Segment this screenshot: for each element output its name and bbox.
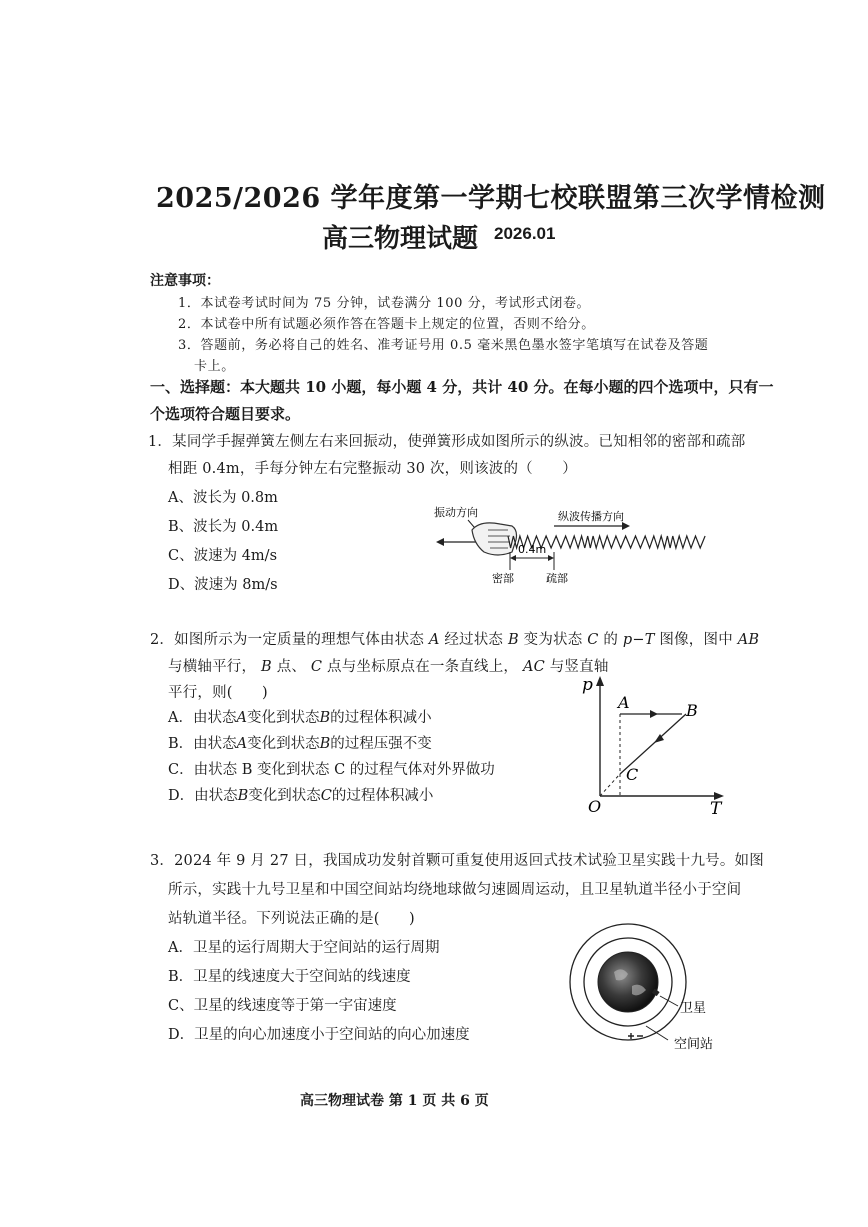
q2-text: A．由状态 [168,710,237,726]
note-item: 1．本试卷考试时间为 75 分钟，试卷满分 100 分，考试形式闭卷。 [178,296,591,311]
distance-arrowhead-left [510,555,516,561]
origin-line [600,774,620,796]
point-b-label: B [686,701,698,720]
q2-symbol: C [587,632,599,648]
question-2-option-b [168,732,432,753]
question-2-option-a [168,706,432,727]
question-1-stem: 1．某同学手握弹簧左侧左右来回振动，使弹簧形成如图所示的纵波。已知相邻的密部和疏部 [148,434,746,450]
q2-text: 变化到状态 [248,788,321,804]
q2-text: 点、 [276,659,307,675]
orbit-figure [566,916,736,1056]
note-item: 3．答题前，务必将自己的姓名、准考证号用 0.5 毫米黑色墨水签字笔填写在试卷及答题 [178,338,709,353]
q2-text: 图像，图中 [659,632,733,648]
distance-arrowhead-right [548,555,554,561]
satellite-label: 卫星 [680,1001,707,1016]
q2-text: 的过程体积减小 [330,710,432,726]
question-2-stem [150,628,759,649]
question-3-stem-end: 站轨道半径。下列说法正确的是( ) [168,911,415,927]
origin-label: O [588,797,602,816]
q2-text: 经过状态 [444,632,504,648]
q2-symbol: AC [522,659,545,675]
question-3-stem-cont: 所示，实践十九号卫星和中国空间站均绕地球做匀速圆周运动，且卫星轨道半径小于空间 [168,882,742,898]
t-axis-label: T [710,799,722,818]
q2-text: 2．如图所示为一定质量的理想气体由状态 [150,632,425,648]
sparse-label: 疏部 [546,572,568,585]
exam-date: 2026.01 [494,224,556,243]
question-1-option-a: A、波长为 0.8m [168,490,278,506]
q2-symbol: C [320,788,332,804]
p-t-graph [576,670,736,818]
q2-symbol: B [261,659,272,675]
point-c-label: C [626,765,639,784]
section-heading-cont: 个选项符合题目要求。 [150,405,301,423]
point-a-label: A [618,693,630,712]
p-axis-arrowhead [596,676,604,686]
dense-label: 密部 [492,572,514,585]
propagation-arrowhead [622,522,630,530]
section-heading: 一、选择题：本大题共 10 小题，每小题 4 分，共计 40 分。在每小题的四个选项中，只有一 [150,378,774,396]
note-item: 2．本试卷中所有试题必须作答在答题卡上规定的位置，否则不给分。 [178,317,595,332]
station-leader [646,1026,668,1040]
longitudinal-wave-figure [428,500,713,590]
question-3-stem: 3．2024 年 9 月 27 日，我国成功发射首颗可重复使用返回式技术试验卫星实践十九号。如图 [150,853,764,869]
q2-symbol: A [236,736,248,752]
question-1-option-d: D、波速为 8m/s [168,577,278,593]
distance-label: 0.4m [518,543,547,556]
q2-symbol: B [319,710,331,726]
question-3-option-d: D．卫星的向心加速度小于空间站的向心加速度 [168,1027,470,1043]
q2-text: 与竖直轴 [549,659,609,675]
exam-subtitle: 高三物理试题 [322,224,479,254]
exam-title: 2025/2026 学年度第一学期七校联盟第三次学情检测 [156,183,826,214]
q2-symbol: C [310,659,323,675]
q2-symbol: A [236,710,247,726]
question-2-stem-cont [168,655,609,676]
q2-symbol: B [319,736,331,752]
q2-text: 的过程体积减小 [331,788,434,804]
vibration-arrowhead-left [436,538,444,546]
q2-symbol: AB [737,632,760,648]
q2-symbol: B [507,632,519,648]
propagation-direction-label: 纵波传播方向 [558,510,624,523]
q2-text: 变化到状态 [247,736,320,752]
question-2-stem-end: 平行，则( ) [168,685,268,701]
vibration-direction-label: 振动方向 [434,506,478,519]
p-axis-label: p [582,675,593,695]
q2-text: 点与坐标原点在一条直线上， [327,659,519,675]
hand-shape [472,523,517,555]
question-2-option-d [168,784,433,805]
question-3-option-c: C、卫星的线速度等于第一宇宙速度 [168,998,397,1014]
page-footer: 高三物理试卷 第 1 页 共 6 页 [300,1093,489,1109]
q2-text: 的过程压强不变 [330,736,432,752]
q2-text: D．由状态 [168,788,238,804]
q2-symbol: p−T [622,632,655,648]
question-1-stem-cont: 相距 0.4m，手每分钟左右完整振动 30 次，则该波的（ ） [168,461,577,477]
q2-text: B．由状态 [168,736,237,752]
q2-symbol: A [428,632,440,648]
q2-text: 变化到状态 [246,710,320,726]
earth-icon [598,952,658,1012]
question-1-option-c: C、波速为 4m/s [168,548,278,564]
question-2-option-c: C．由状态 B 变化到状态 C 的过程气体对外界做功 [168,762,495,778]
notes-heading: 注意事项： [150,273,220,289]
q2-symbol: B [237,788,249,804]
question-3-option-a: A．卫星的运行周期大于空间站的运行周期 [168,940,440,956]
station-label: 空间站 [674,1037,714,1052]
q2-text: 的 [603,632,619,648]
question-1-option-b: B、波长为 0.4m [168,519,279,535]
note-item: 卡上。 [194,359,235,374]
question-3-option-b: B．卫星的线速度大于空间站的线速度 [168,969,411,985]
segment-ab-arrow [650,710,658,718]
q2-text: 变为状态 [523,632,583,648]
q2-text: 与横轴平行， [168,659,257,675]
